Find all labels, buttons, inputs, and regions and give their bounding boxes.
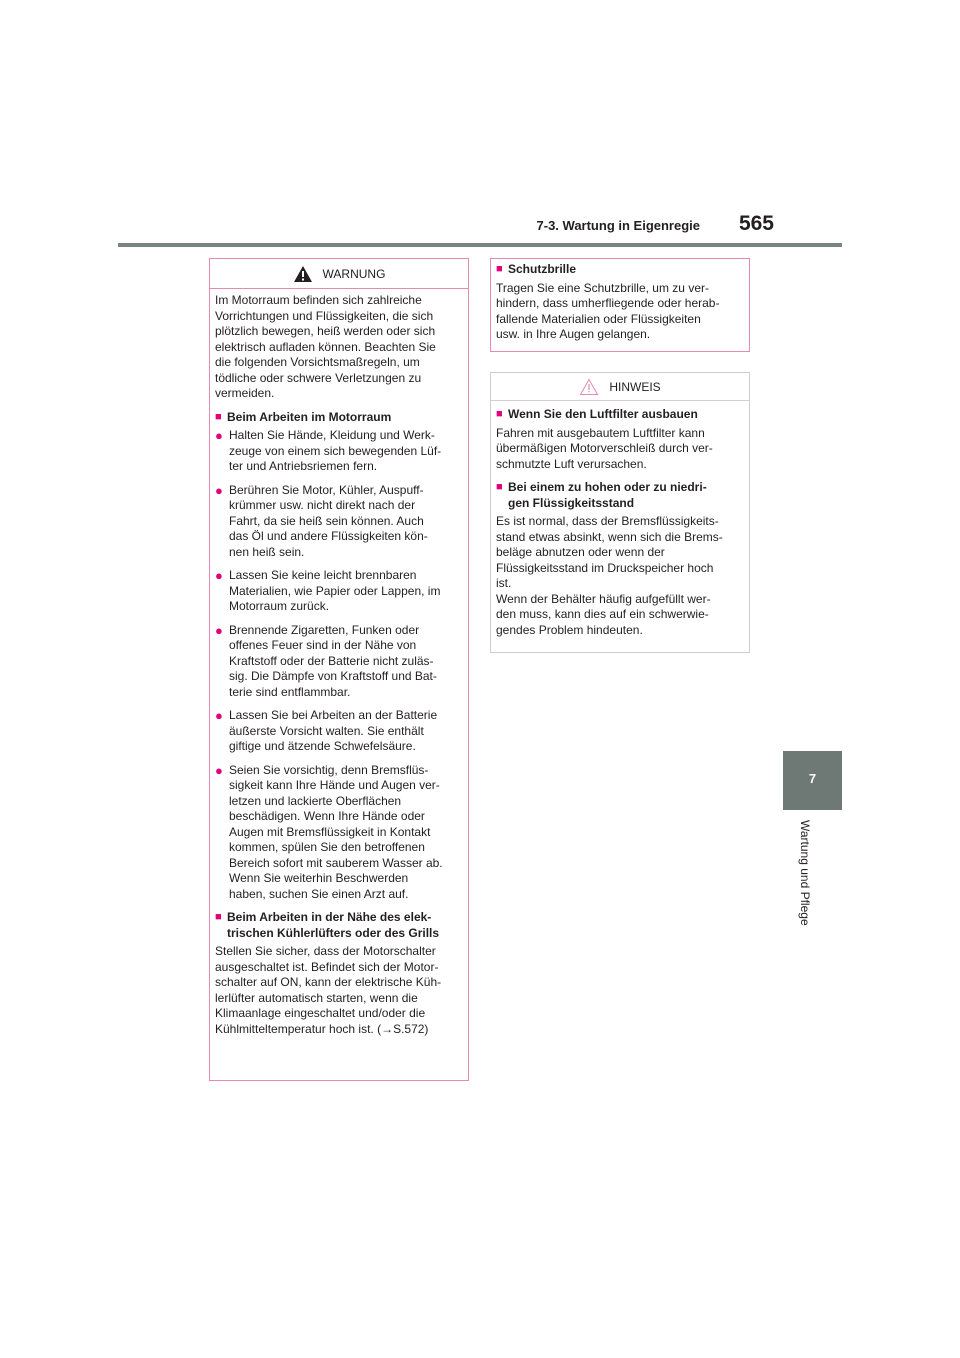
text-line: usw. in Ihre Augen gelangen. (496, 327, 651, 341)
text-line: krümmer usw. nicht direkt nach der (229, 498, 416, 512)
text-line: Halten Sie Hände, Kleidung und Werk- (229, 428, 435, 442)
square-bullet-icon: ■ (215, 410, 222, 423)
square-bullet-icon: ■ (496, 481, 503, 493)
hint-box (490, 372, 750, 653)
text-line: elektrisch aufladen können. Beachten Sie (215, 339, 436, 354)
text-line: Klimaanlage eingeschaltet und/oder die (215, 1006, 426, 1020)
section-text (496, 514, 744, 638)
circle-bullet-icon: ● (215, 622, 223, 638)
text-line: das Öl und andere Flüssigkeiten kön- (229, 529, 428, 543)
text-line: Motorraum zurück. (229, 599, 330, 613)
text-line: Fahren mit ausgebautem Luftfilter kann (496, 425, 705, 440)
text-line: Im Motorraum befinden sich zahlreiche (215, 293, 422, 307)
square-bullet-icon: ■ (496, 263, 503, 275)
text-line: Lassen Sie keine leicht brennbaren (229, 568, 417, 582)
section-title: Wenn Sie den Luftfilter ausbauen (508, 407, 698, 421)
text-line: Augen mit Bremsflüssigkeit in Kontakt (229, 824, 431, 839)
text-line: zeuge von einem sich bewegenden Lüf- (229, 443, 442, 458)
text-line: Tragen Sie eine Schutzbrille, um zu ver- (496, 280, 709, 295)
text-line: Lassen Sie bei Arbeiten an der Batterie (229, 708, 438, 722)
text-line: offenes Feuer sind in der Nähe von (229, 638, 417, 652)
text-line: tödliche oder schwere Verletzungen zu (215, 370, 422, 385)
section-title-line: Beim Arbeiten in der Nähe des elek- (227, 910, 432, 924)
text-line: Vorrichtungen und Flüssigkeiten, die sich (215, 308, 434, 323)
text-line: giftige und ätzende Schwefelsäure. (229, 739, 416, 753)
text-line: beläge abnutzen oder wenn der (496, 545, 665, 559)
bullet-item (215, 708, 463, 755)
text-line: schalter auf ON, kann der elektrische Küh- (215, 975, 442, 989)
header-rule (118, 243, 842, 247)
section-heading (215, 910, 463, 941)
text-line: Brennende Zigaretten, Funken oder (229, 622, 420, 637)
text-line: Wenn Sie weiterhin Beschwerden (229, 871, 409, 885)
section-text (215, 944, 463, 1037)
circle-bullet-icon: ● (215, 428, 223, 443)
text-line: haben, suchen Sie einen Arzt auf. (229, 886, 409, 901)
text-line: nen heiß sein. (229, 544, 305, 559)
section-heading (496, 480, 744, 511)
bullet-item (215, 568, 463, 615)
chapter-tab: 7 (783, 751, 842, 810)
section-heading (215, 410, 463, 426)
section-text (496, 426, 744, 473)
section-heading (496, 407, 744, 423)
bullet-item (215, 483, 463, 561)
hint-body (491, 401, 749, 638)
text-line: Berühren Sie Motor, Kühler, Auspuff- (229, 482, 424, 497)
warning-label: WARNUNG (322, 266, 386, 281)
text-line: Kühlmitteltemperatur hoch ist. (→S.572) (215, 1021, 429, 1036)
text-line: stand etwas absinkt, wenn sich die Brems- (496, 529, 723, 544)
circle-bullet-icon: ● (215, 708, 223, 723)
hint-label: HINWEIS (609, 379, 661, 394)
text-line: beschädigen. Wenn Ihre Hände oder (229, 809, 425, 823)
section-title-line: Bei einem zu hohen oder zu niedri- (508, 480, 707, 494)
circle-bullet-icon: ● (215, 568, 223, 583)
warning-box (209, 258, 469, 1081)
text-line: Bereich sofort mit sauberem Wasser ab. (229, 855, 443, 870)
text-line: ist. (496, 576, 512, 590)
warning-triangle-icon (293, 265, 313, 283)
square-bullet-icon: ■ (215, 911, 222, 923)
text-line: Seien Sie vorsichtig, denn Bremsflüs- (229, 762, 429, 777)
text-line: letzen und lackierte Oberflächen (229, 793, 402, 808)
page-number: 565 (738, 212, 774, 235)
text-line: Materialien, wie Papier oder Lappen, im (229, 583, 441, 598)
text-line: sig. Die Dämpfe von Kraftstoff und Bat- (229, 669, 437, 683)
circle-bullet-icon: ● (215, 762, 223, 778)
goggles-box (490, 258, 750, 352)
text-line: Stellen Sie sicher, dass der Motorschalter (215, 944, 436, 958)
section-title-line: gen Flüssigkeitsstand (508, 495, 635, 510)
circle-bullet-icon: ● (215, 482, 223, 498)
text-line: kommen, spülen Sie den betroffenen (229, 840, 425, 854)
section-heading (496, 262, 744, 278)
text-line: sigkeit kann Ihre Hände und Augen ver- (229, 778, 440, 792)
text-line: den muss, kann dies auf ein schwerwie- (496, 607, 709, 621)
warning-body (210, 289, 468, 1037)
text-line: vermeiden. (215, 386, 275, 400)
text-line: äußerste Vorsicht walten. Sie enthält (229, 723, 424, 738)
text-line: gendes Problem hindeuten. (496, 622, 643, 637)
section-title: Beim Arbeiten im Motorraum (227, 409, 392, 424)
text-line: lerlüfter automatisch starten, wenn die (215, 990, 418, 1005)
bullet-item (215, 763, 463, 903)
section-header-title: 7-3. Wartung in Eigenregie (536, 218, 700, 233)
square-bullet-icon: ■ (496, 408, 503, 420)
chapter-title: Wartung und Pflege (798, 820, 812, 926)
text-line: ter und Antriebsriemen fern. (229, 459, 378, 473)
text-line: Flüssigkeitsstand im Druckspeicher hoch (496, 560, 714, 575)
text-line: die folgenden Vorsichtsmaßregeln, um (215, 355, 420, 369)
section-text (496, 281, 744, 343)
text-line: ausgeschaltet ist. Befindet sich der Motor- (215, 959, 439, 974)
caution-triangle-icon (579, 378, 599, 396)
bullet-item (215, 428, 463, 475)
warning-header (210, 259, 468, 289)
text-line: schmutzte Luft verursachen. (496, 456, 647, 471)
text-line: Fahrt, da sie heiß sein können. Auch (229, 513, 424, 528)
text-line: plötzlich bewegen, heiß werden oder sich (215, 324, 436, 338)
warning-intro (215, 293, 463, 402)
text-line: hindern, dass umherfliegende oder herab- (496, 296, 720, 310)
text-line: Es ist normal, dass der Bremsflüssigkeits- (496, 514, 719, 528)
text-line: terie sind entflammbar. (229, 684, 351, 699)
text-line: Kraftstoff oder der Batterie nicht zuläs- (229, 653, 434, 668)
section-title: Schutzbrille (508, 262, 577, 276)
hint-header (491, 373, 749, 401)
section-title-line: trischen Kühlerlüfters oder des Grills (227, 925, 440, 940)
goggles-body (491, 259, 749, 343)
text-line: übermäßigen Motorverschleiß durch ver- (496, 441, 713, 455)
text-line: Wenn der Behälter häufig aufgefüllt wer- (496, 591, 711, 606)
bullet-item (215, 623, 463, 701)
text-line: fallende Materialien oder Flüssigkeiten (496, 311, 701, 326)
